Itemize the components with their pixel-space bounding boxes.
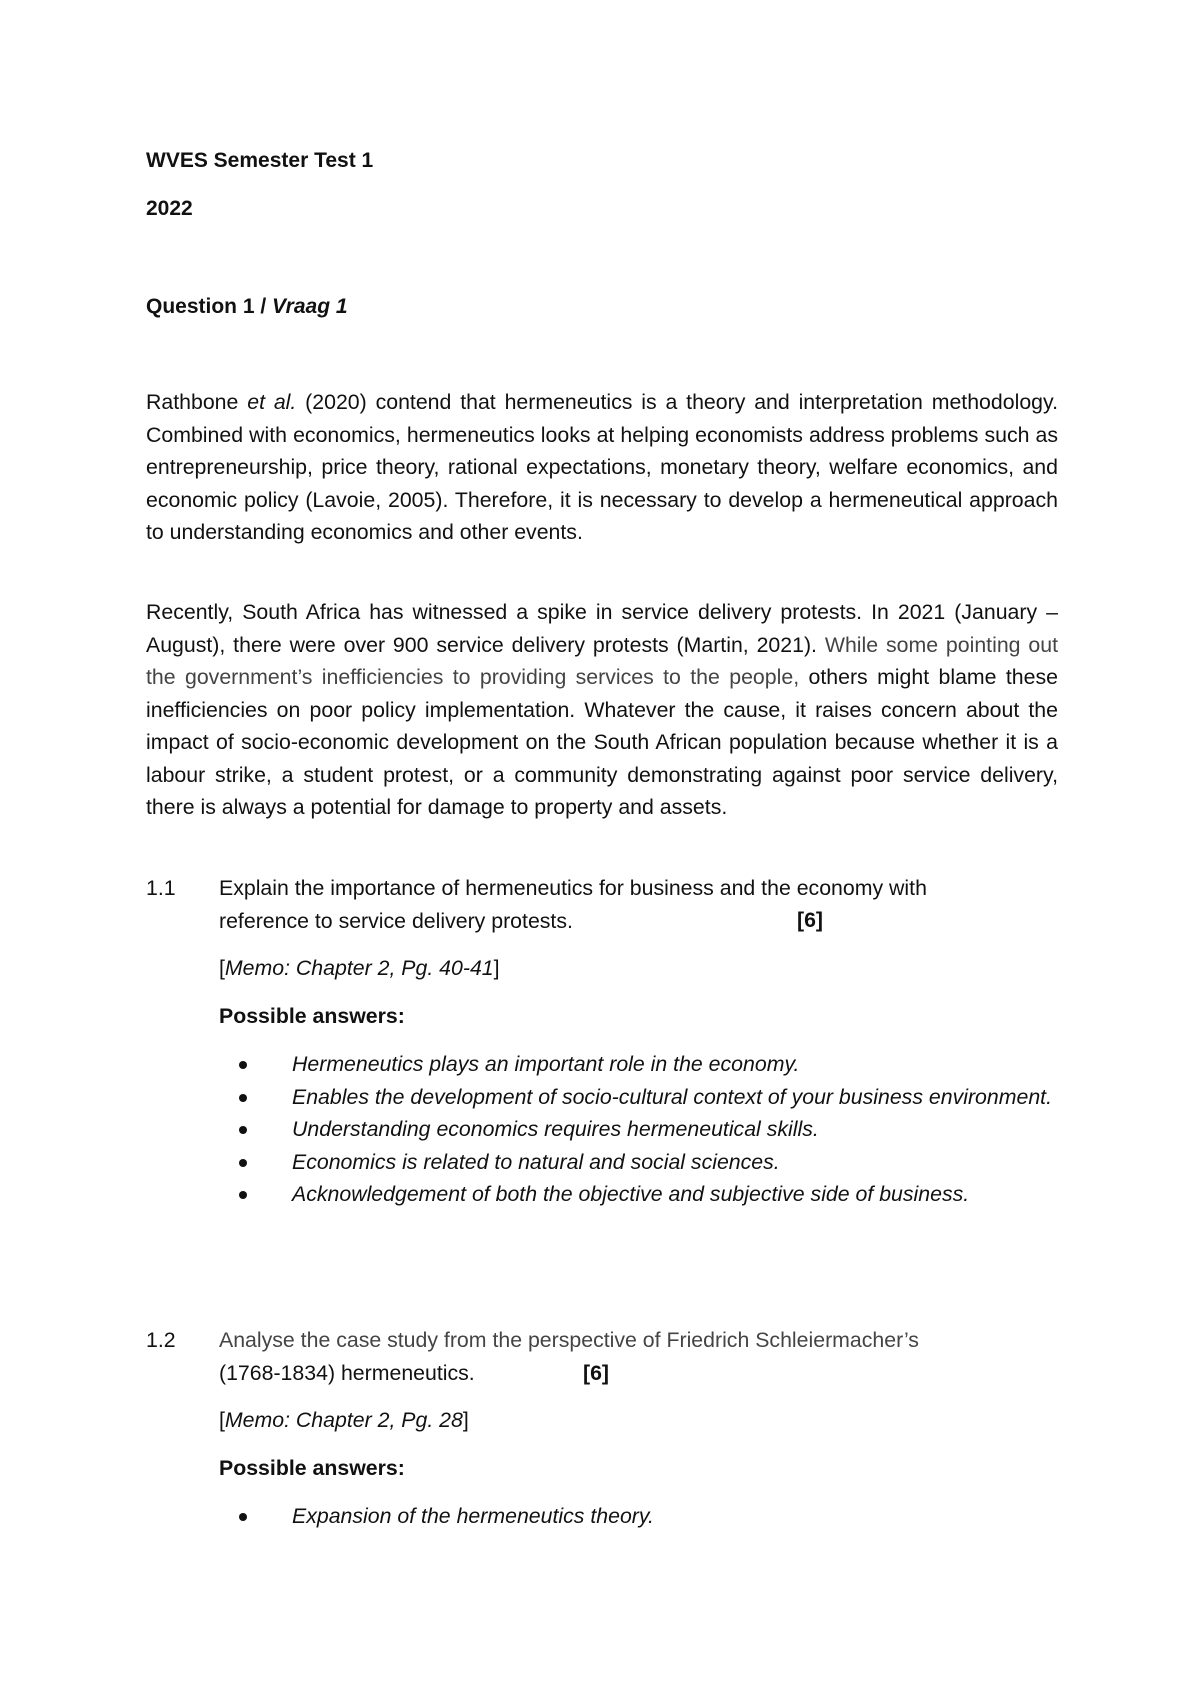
q1-1-memo-text: Memo: Chapter 2, Pg. 40-41 xyxy=(224,956,494,980)
q1-2-marks: [6] xyxy=(583,1361,610,1385)
intro-p2-rest: others might blame these inefficiencies on poor policy implementation. Whatever the cause, it raises concern about the impact of socio-economic development on the South African population because whether it is a labour strike, a student protest, or a community demonstrating against poor service delivery, there is always a potential for damage to property and assets. xyxy=(146,665,1058,819)
bullet-icon xyxy=(239,1094,247,1102)
q1-2-line-1: Analyse the case study from the perspective of Friedrich Schleiermacher’s xyxy=(219,1328,919,1352)
test-year: 2022 xyxy=(146,197,193,220)
bullet-icon xyxy=(239,1513,247,1521)
question-label-af: Vraag 1 xyxy=(272,295,348,318)
intro-p1-rest: (2020) contend that hermeneutics is a theory and interpretation methodology. Combined with economics, hermeneutics looks at helping economists address problems such as entrepreneurship, price theory, rational expectations, monetary theory, welfare economics, and economic policy (Lavoie, 2005). Therefore, it is necessary to develop a hermeneutical approach to understanding economics and other events. xyxy=(146,390,1058,544)
question-heading xyxy=(146,294,1058,320)
intro-paragraph-2 xyxy=(146,596,1058,824)
intro-p1-et-al: et al. xyxy=(247,390,297,414)
list-item: Economics is related to natural and social sciences. xyxy=(219,1146,1058,1179)
bullet-icon xyxy=(239,1191,247,1199)
intro-p1-start: Rathbone xyxy=(146,390,239,414)
bullet-icon xyxy=(239,1061,247,1069)
q1-2-answer-list xyxy=(219,1500,1058,1533)
list-item: Acknowledgement of both the objective and subjective side of business. xyxy=(219,1178,1058,1211)
q1-1-possible-answers-label: Possible answers: xyxy=(219,1004,405,1028)
q1-2-text xyxy=(219,1324,1058,1389)
test-title: WVES Semester Test 1 xyxy=(146,149,374,172)
list-item: Enables the development of socio-cultural context of your business environment. xyxy=(219,1081,1058,1114)
q1-1-marks: [6] xyxy=(797,908,824,932)
q1-1-answer-list xyxy=(219,1048,1058,1211)
q1-2-number: 1.2 xyxy=(146,1328,176,1352)
intro-paragraph-1 xyxy=(146,386,1058,549)
q1-1-text xyxy=(219,872,1058,937)
q1-1-memo: [Memo: Chapter 2, Pg. 40-41] xyxy=(219,956,500,980)
q1-2-possible-answers-label: Possible answers: xyxy=(219,1456,405,1480)
q1-1-number: 1.1 xyxy=(146,876,176,900)
bullet-icon xyxy=(239,1126,247,1134)
intro-p2-middle: While some pointing out the government’s inefficiencies to providing services to the people, xyxy=(146,632,1058,689)
q1-1-line-1: Explain the importance of hermeneutics for business and the economy with xyxy=(219,876,927,900)
q1-1-line-2: reference to service delivery protests. xyxy=(219,908,573,933)
q1-2-memo: [Memo: Chapter 2, Pg. 28] xyxy=(219,1408,469,1432)
question-label: Question 1 / xyxy=(146,295,267,318)
intro-p2-start: Recently, South Africa has witnessed a spike in service delivery protests. In 2021 (January – August), there were over 900 service delivery protests (Martin, 2021). xyxy=(146,600,1058,657)
list-item: Understanding economics requires hermeneutical skills. xyxy=(219,1113,1058,1146)
q1-2-memo-text: Memo: Chapter 2, Pg. 28 xyxy=(224,1408,463,1432)
q1-2-line-2: (1768-1834) hermeneutics. xyxy=(219,1360,475,1385)
bullet-icon xyxy=(239,1159,247,1167)
list-item: Hermeneutics plays an important role in the economy. xyxy=(219,1048,1058,1081)
list-item: Expansion of the hermeneutics theory. xyxy=(219,1500,1058,1533)
